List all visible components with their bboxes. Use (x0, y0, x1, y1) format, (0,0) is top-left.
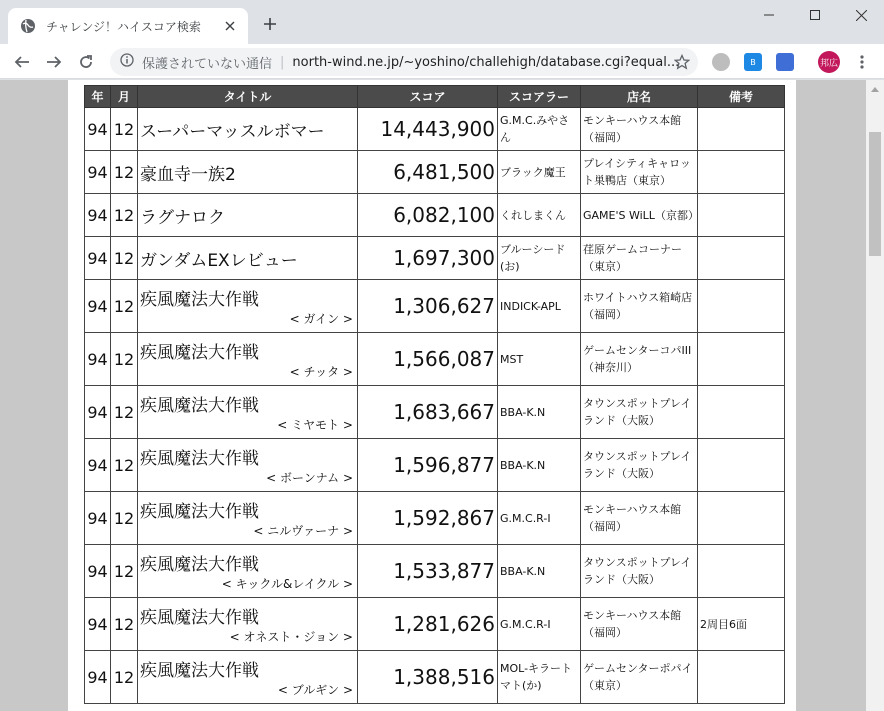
cell-title (138, 545, 358, 598)
cell-scorer: G.M.C.みやさん (498, 108, 581, 151)
browser-toolbar (0, 44, 884, 79)
cell-shop: タウンスポットプレイランド（大阪） (581, 545, 698, 598)
address-bar[interactable] (110, 48, 698, 76)
cell-month: 12 (111, 333, 138, 386)
table-row (85, 280, 785, 333)
cell-month: 12 (111, 151, 138, 194)
cell-month: 12 (111, 108, 138, 151)
cell-score: 6,082,100 (358, 194, 498, 237)
title-text: ラグナロク (140, 207, 225, 228)
table-row (85, 151, 785, 194)
title-text: 疾風魔法大作戦 (140, 555, 259, 575)
cell-note (698, 545, 785, 598)
cell-year: 94 (85, 237, 111, 280)
page-margin-left (0, 80, 68, 711)
cell-note (698, 108, 785, 151)
cell-title (138, 439, 358, 492)
new-tab-icon[interactable] (260, 14, 280, 34)
cell-title (138, 151, 358, 194)
title-text: 疾風魔法大作戦 (140, 396, 259, 416)
cell-note (698, 386, 785, 439)
header-note: 備考 (698, 86, 785, 108)
cell-note (698, 237, 785, 280)
scrollbar-thumb[interactable] (869, 132, 881, 256)
cell-title (138, 237, 358, 280)
character-label: < ブルギン > (277, 683, 353, 697)
cell-shop: モンキーハウス本館（福岡） (581, 492, 698, 545)
cell-score: 1,596,877 (358, 439, 498, 492)
cell-scorer: G.M.C.R-I (498, 492, 581, 545)
table-row (85, 439, 785, 492)
title-text: スーパーマッスルボマー (140, 121, 325, 142)
header-year: 年 (85, 86, 111, 108)
cell-shop: ゲームセンターポパイ（東京） (581, 651, 698, 704)
cell-title (138, 651, 358, 704)
table-row (85, 545, 785, 598)
cell-scorer: BBA-K.N (498, 545, 581, 598)
cell-title (138, 333, 358, 386)
table-header-row (85, 86, 785, 108)
extension-b-icon[interactable]: B (744, 53, 762, 71)
cell-year: 94 (85, 280, 111, 333)
cell-note (698, 333, 785, 386)
table-row (85, 386, 785, 439)
cell-shop: ホワイトハウス箱崎店（福岡） (581, 280, 698, 333)
table-row (85, 108, 785, 151)
tab-strip (0, 0, 884, 44)
globe-icon (20, 18, 36, 34)
cell-year: 94 (85, 439, 111, 492)
character-label: < キックル&レイクル > (221, 577, 353, 591)
cell-note (698, 280, 785, 333)
title-text: ガンダムEXレビュー (140, 250, 298, 271)
cell-score: 1,306,627 (358, 280, 498, 333)
cell-year: 94 (85, 651, 111, 704)
cell-shop: モンキーハウス本館（福岡） (581, 598, 698, 651)
cell-year: 94 (85, 151, 111, 194)
cell-score: 1,697,300 (358, 237, 498, 280)
tab-title: チャレンジ！ハイスコア検索 (46, 19, 201, 34)
cell-shop: タウンスポットプレイランド（大阪） (581, 439, 698, 492)
browser-tab[interactable] (8, 8, 248, 44)
table-row (85, 598, 785, 651)
cell-scorer: ブラック魔王 (498, 151, 581, 194)
cell-year: 94 (85, 386, 111, 439)
minimize-icon[interactable] (746, 0, 792, 30)
cell-note (698, 439, 785, 492)
cell-shop: 荏原ゲームコーナー（東京） (581, 237, 698, 280)
highscore-table (84, 85, 785, 704)
cell-month: 12 (111, 545, 138, 598)
cell-month: 12 (111, 194, 138, 237)
cell-month: 12 (111, 386, 138, 439)
cell-shop: プレイシティキャロット巣鴨店（東京） (581, 151, 698, 194)
cell-title (138, 598, 358, 651)
cell-title (138, 386, 358, 439)
title-text: 疾風魔法大作戦 (140, 502, 259, 522)
character-label: < ミヤモト > (277, 418, 353, 432)
cell-note: 2周目6面 (698, 598, 785, 651)
title-text: 疾風魔法大作戦 (140, 608, 259, 628)
extension-chat-icon[interactable] (712, 53, 730, 71)
cell-note (698, 151, 785, 194)
header-scorer: スコアラー (498, 86, 581, 108)
cell-month: 12 (111, 492, 138, 545)
cell-title (138, 194, 358, 237)
cell-score: 1,281,626 (358, 598, 498, 651)
table-row (85, 333, 785, 386)
cell-shop: タウンスポットプレイランド（大阪） (581, 386, 698, 439)
cell-shop: モンキーハウス本館（福岡） (581, 108, 698, 151)
cell-scorer: G.M.C.R-I (498, 598, 581, 651)
scroll-up-arrow-icon[interactable] (866, 80, 884, 97)
cell-year: 94 (85, 194, 111, 237)
title-text: 疾風魔法大作戦 (140, 661, 259, 681)
security-label[interactable]: 保護されていない通信 (142, 56, 273, 72)
omnibox-divider: | (280, 54, 285, 70)
character-label: < オネスト・ジョン > (229, 630, 353, 644)
cell-score: 6,481,500 (358, 151, 498, 194)
table-row (85, 651, 785, 704)
cell-year: 94 (85, 108, 111, 151)
info-icon[interactable] (120, 53, 134, 71)
cell-year: 94 (85, 333, 111, 386)
cell-month: 12 (111, 280, 138, 333)
menu-icon[interactable] (850, 50, 874, 74)
cell-month: 12 (111, 651, 138, 704)
cell-title (138, 280, 358, 333)
url-text[interactable]: north-wind.ne.jp/~yoshino/challehigh/database.cgi?equal... (292, 54, 680, 70)
extension-comment-icon[interactable] (776, 53, 794, 71)
cell-shop: GAME'S WiLL（京都） (581, 194, 698, 237)
cell-title (138, 108, 358, 151)
reload-icon[interactable] (74, 50, 98, 74)
maximize-icon[interactable] (792, 0, 838, 30)
page-margin-right (796, 80, 866, 711)
cell-score: 1,566,087 (358, 333, 498, 386)
character-label: < ニルヴァーナ > (253, 524, 353, 538)
table-row (85, 492, 785, 545)
cell-scorer: BBA-K.N (498, 439, 581, 492)
header-shop: 店名 (581, 86, 698, 108)
character-label: < ボーンナム > (266, 471, 353, 485)
cell-note (698, 194, 785, 237)
cell-scorer: MST (498, 333, 581, 386)
header-score: スコア (358, 86, 498, 108)
profile-avatar[interactable]: 邦広 (818, 51, 840, 73)
title-text: 疾風魔法大作戦 (140, 290, 259, 310)
cell-score: 1,388,516 (358, 651, 498, 704)
cell-scorer: ブルーシード(お) (498, 237, 581, 280)
cell-note (698, 651, 785, 704)
cell-year: 94 (85, 545, 111, 598)
back-icon[interactable] (10, 50, 34, 74)
title-text: 疾風魔法大作戦 (140, 449, 259, 469)
header-title: タイトル (138, 86, 358, 108)
cell-month: 12 (111, 237, 138, 280)
cell-score: 1,592,867 (358, 492, 498, 545)
cell-year: 94 (85, 492, 111, 545)
table-row (85, 194, 785, 237)
close-tab-icon[interactable] (222, 18, 238, 34)
cell-note (698, 492, 785, 545)
cell-scorer: MOL-キラートマト(か) (498, 651, 581, 704)
cell-score: 1,533,877 (358, 545, 498, 598)
title-text: 豪血寺一族2 (140, 164, 236, 185)
cell-month: 12 (111, 598, 138, 651)
cell-scorer: BBA-K.N (498, 386, 581, 439)
cell-scorer: INDICK-APL (498, 280, 581, 333)
cell-score: 14,443,900 (358, 108, 498, 151)
cell-scorer: くれしまくん (498, 194, 581, 237)
bookmark-star-icon[interactable] (674, 54, 690, 70)
cell-title (138, 492, 358, 545)
cell-score: 1,683,667 (358, 386, 498, 439)
forward-icon[interactable] (42, 50, 66, 74)
table-row (85, 237, 785, 280)
character-label: < ガイン > (289, 312, 353, 326)
cell-year: 94 (85, 598, 111, 651)
header-month: 月 (111, 86, 138, 108)
close-window-icon[interactable] (838, 0, 884, 30)
cell-shop: ゲームセンターコパIII（神奈川） (581, 333, 698, 386)
page-viewport (0, 80, 866, 711)
character-label: < チッタ > (289, 365, 353, 379)
cell-month: 12 (111, 439, 138, 492)
title-text: 疾風魔法大作戦 (140, 343, 259, 363)
